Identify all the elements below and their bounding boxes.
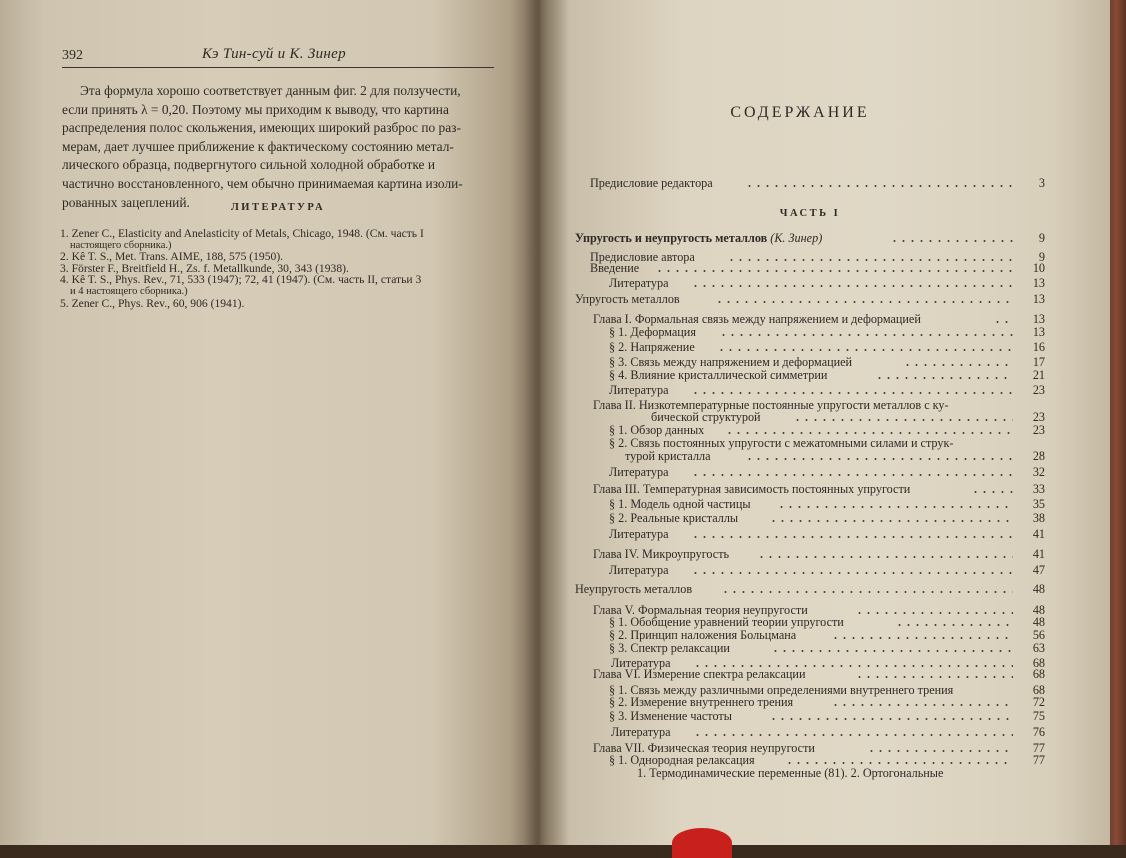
toc-entry-author: (К. Зинер): [770, 231, 823, 245]
toc-page-number: 9: [1038, 231, 1045, 245]
toc-leader-dots: [769, 718, 1013, 720]
toc-page-number: 38: [1032, 511, 1045, 525]
toc-entry-text: бической структурой: [651, 410, 761, 424]
body-paragraph: [62, 82, 494, 212]
toc-entry: [575, 527, 1045, 541]
toc-entry-text: § 3. Изменение частоты: [609, 709, 732, 723]
toc-entry-text: Глава IV. Микроупругость: [593, 547, 730, 561]
toc-leader-dots: [691, 474, 1013, 476]
toc-page-number: 33: [1032, 482, 1045, 496]
toc-entry-text: Предисловие редактора: [590, 176, 713, 190]
toc-page-number: 47: [1032, 563, 1045, 577]
toc-leader-dots: [693, 734, 1013, 736]
toc-entry-text: Неупругость металлов: [575, 582, 693, 596]
toc-leader-dots: [725, 432, 1013, 434]
toc-entry-text: Литература: [609, 383, 669, 397]
toc-entry-text: Литература: [611, 725, 671, 739]
toc-leader-dots: [771, 650, 1013, 652]
toc-entry-text: [575, 231, 825, 245]
toc-entry-text: § 1. Связь между различными определениями внутреннего трения: [609, 683, 954, 697]
literature-heading: ЛИТЕРАТУРА: [230, 202, 326, 213]
reference-item-cont: настоящего сборника.): [70, 239, 172, 251]
toc-page-number: 16: [1032, 340, 1045, 354]
toc-entry-text: § 3. Связь между напряжением и деформацией: [609, 355, 853, 369]
toc-entry: [575, 261, 1045, 275]
toc-entry: [575, 465, 1045, 479]
paragraph-line: Эта формула хорошо соответствует данным фиг. 2 для ползучести,: [80, 83, 461, 98]
toc-entry-text: Литература: [611, 656, 671, 670]
toc-leader-dots: [717, 349, 1013, 351]
header-rule: [62, 67, 494, 68]
toc-entry: [575, 355, 1045, 369]
toc-page-number: 17: [1032, 355, 1045, 369]
toc-page-number: 72: [1032, 695, 1045, 709]
toc-leader-dots: [691, 572, 1013, 574]
toc-leader-dots: [745, 185, 1013, 187]
toc-entry: [575, 547, 1045, 561]
running-head: [62, 44, 494, 66]
toc-entry-text: Глава I. Формальная связь между напряжением и деформацией: [593, 312, 921, 326]
toc-page-number: 23: [1032, 410, 1045, 424]
toc-entry-text: § 2. Реальные кристаллы: [609, 511, 739, 525]
paragraph-line: распределения полос скольжения, имеющих широкий разброс по раз-: [62, 120, 461, 136]
toc-entry: [575, 725, 1045, 739]
toc-leader-dots: [655, 270, 1013, 272]
toc-entry: [575, 709, 1045, 723]
toc-entry: [575, 340, 1045, 354]
reference-item-cont: и 4 настоящего сборника.): [70, 285, 188, 297]
toc-leader-dots: [719, 334, 1013, 336]
toc-entry-text: Литература: [609, 465, 669, 479]
toc-entry-text: турой кристалла: [625, 449, 711, 463]
toc-entry-text: § 1. Модель одной частицы: [609, 497, 751, 511]
toc-entry: [575, 615, 1045, 629]
toc-leader-dots: [903, 364, 1013, 366]
toc-page-number: 68: [1032, 656, 1045, 670]
toc-entry: [575, 312, 1045, 326]
paragraph-line: рованных зацеплений.: [62, 194, 190, 210]
toc-page-number: 28: [1032, 449, 1045, 463]
toc-entry-text: § 2. Принцип наложения Больцмана: [609, 628, 797, 642]
toc-entry-text: § 1. Обобщение уравнений теории упругости: [609, 615, 844, 629]
toc-entry: [575, 276, 1045, 290]
toc-entry-text: Глава VII. Физическая теория неупругости: [593, 741, 815, 755]
toc-leader-dots: [691, 536, 1013, 538]
paragraph-line: мерам, дает лучшее приближение к фактическому состоянию метал-: [62, 138, 454, 154]
toc-entry-text: Глава VI. Измерение спектра релаксации: [593, 667, 806, 681]
reference-item: 1. Zener C., Elasticity and Anelasticity of Metals, Chicago, 1948. (См. часть I: [60, 227, 424, 240]
toc-leader-dots: [867, 750, 1013, 752]
reference-item: 3. Förster F., Breitfield H., Zs. f. Metallkunde, 30, 343 (1938).: [60, 261, 349, 275]
toc-leader-dots: [855, 612, 1013, 614]
toc-page-number: 56: [1032, 628, 1045, 642]
toc-entry-text: Литература: [609, 276, 669, 290]
toc-page-number: 21: [1032, 368, 1045, 382]
toc-entry-cont: [575, 449, 1045, 463]
paragraph-line: лического образца, подвергнутого сильной холодной обработке и: [62, 157, 435, 173]
contents-title: СОДЕРЖАНИЕ: [730, 104, 870, 121]
toc-entry: [575, 436, 1045, 450]
toc-entry: [575, 766, 1045, 780]
toc-page-number: 10: [1032, 261, 1045, 275]
toc-leader-dots: [785, 762, 1013, 764]
toc-entry-text: Упругость металлов: [575, 292, 680, 306]
toc-entry-text: § 2. Напряжение: [609, 340, 695, 354]
toc-entry-text: Глава II. Низкотемпературные постоянные упругости металлов с ку-: [593, 398, 949, 412]
page-number: 392: [62, 48, 83, 63]
toc-page-number: 13: [1032, 325, 1045, 339]
toc-entry-text: § 2. Связь постоянных упругости с межатомными силами и струк-: [609, 436, 954, 450]
book-cover-edge: [1110, 0, 1126, 845]
gutter-shadow: [510, 0, 570, 845]
toc-page-number: 76: [1032, 725, 1045, 739]
toc-entry: [575, 563, 1045, 577]
toc-entry-text: Глава III. Температурная зависимость постоянных упругости: [593, 482, 911, 496]
toc-page-number: 3: [1038, 176, 1045, 190]
toc-leader-dots: [757, 556, 1013, 558]
toc-leader-dots: [715, 301, 1013, 303]
toc-page-number: 75: [1032, 709, 1045, 723]
running-title: Кэ Тин-суй и К. Зинер: [202, 46, 346, 62]
toc-entry-text: 1. Термодинамические переменные (81). 2. Ортогональные: [637, 766, 944, 780]
toc-entry: [575, 383, 1045, 397]
toc-page-number: 32: [1032, 465, 1045, 479]
toc-entry: [575, 497, 1045, 511]
toc-page-number: 41: [1032, 527, 1045, 541]
toc-entry: [575, 231, 1045, 245]
toc-entry: [575, 325, 1045, 339]
toc-page-number: 48: [1032, 603, 1045, 617]
toc-leader-dots: [745, 458, 1013, 460]
paragraph-line: частично восстановленного, чем обычно принимаемая картина изоли-: [62, 175, 463, 191]
toc-page-number: 41: [1032, 547, 1045, 561]
toc-page-number: 48: [1032, 615, 1045, 629]
toc-page-number: 35: [1032, 497, 1045, 511]
toc-entry: [575, 667, 1045, 681]
toc-entry-text: Литература: [609, 527, 669, 541]
reference-list: [60, 228, 500, 309]
toc-page-number: 77: [1032, 753, 1045, 767]
toc-entry: [575, 482, 1045, 496]
toc-page-number: 23: [1032, 383, 1045, 397]
toc-leader-dots: [890, 240, 1013, 242]
toc-leader-dots: [769, 520, 1013, 522]
toc-page-number: 77: [1032, 741, 1045, 755]
toc-page-number: 23: [1032, 423, 1045, 437]
toc-entry: [575, 176, 1045, 190]
toc-entry: [575, 292, 1045, 306]
toc-page-number: 13: [1032, 276, 1045, 290]
toc-entry-text: § 1. Деформация: [609, 325, 696, 339]
toc-entry: [575, 641, 1045, 655]
toc-leader-dots: [777, 506, 1013, 508]
toc-entry-text: § 1. Однородная релаксация: [609, 753, 755, 767]
toc-page-number: 13: [1032, 312, 1045, 326]
toc-leader-dots: [691, 285, 1013, 287]
toc-leader-dots: [793, 419, 1013, 421]
toc-leader-dots: [831, 704, 1013, 706]
reference-item: 4. Kê T. S., Phys. Rev., 71, 533 (1947); 72, 41 (1947). (См. часть II, статьи 3: [60, 273, 422, 287]
toc-entry-cont: [575, 410, 1045, 424]
toc-entry: [575, 582, 1045, 596]
reference-item: 5. Zener C., Phys. Rev., 60, 906 (1941).: [60, 296, 245, 310]
toc-entry-text: Введение: [590, 261, 640, 275]
toc-entry-text: Литература: [609, 563, 669, 577]
toc-entry: [575, 753, 1045, 767]
toc-entry-text: Глава V. Формальная теория неупругости: [593, 603, 808, 617]
paragraph-line: если принять λ = 0,20. Поэтому мы приходим к выводу, что картина: [62, 101, 449, 117]
toc-leader-dots: [691, 392, 1013, 394]
toc-page-number: 13: [1032, 292, 1045, 306]
toc-leader-dots: [721, 591, 1013, 593]
toc-page-number: 68: [1032, 667, 1045, 681]
toc-leader-dots: [831, 637, 1013, 639]
toc-page-number: 68: [1032, 683, 1045, 697]
toc-entry: [575, 511, 1045, 525]
part-label: ЧАСТЬ I: [779, 208, 841, 219]
toc-entry-text: § 1. Обзор данных: [609, 423, 705, 437]
toc-leader-dots: [971, 491, 1013, 493]
toc-leader-dots: [993, 321, 1013, 323]
reference-item: 2. Kê T. S., Met. Trans. AIME, 188, 575 (1950).: [60, 250, 284, 264]
toc-entry: [575, 628, 1045, 642]
toc-entry: [575, 423, 1045, 437]
toc-page-number: 9: [1038, 250, 1045, 264]
bookmark-ribbon: [672, 828, 732, 858]
toc-entry-text: § 2. Измерение внутреннего трения: [609, 695, 794, 709]
toc-page-number: 48: [1032, 582, 1045, 596]
toc-entry-title: Упругость и неупругость металлов: [575, 231, 768, 245]
toc-leader-dots: [895, 624, 1013, 626]
toc-entry-text: Предисловие автора: [590, 250, 695, 264]
toc-entry-text: § 3. Спектр релаксации: [609, 641, 730, 655]
toc-page-number: 63: [1032, 641, 1045, 655]
toc-entry: [575, 695, 1045, 709]
toc-entry-text: § 4. Влияние кристаллической симметрии: [609, 368, 828, 382]
toc-entry: [575, 368, 1045, 382]
toc-leader-dots: [855, 676, 1013, 678]
toc-leader-dots: [875, 377, 1013, 379]
